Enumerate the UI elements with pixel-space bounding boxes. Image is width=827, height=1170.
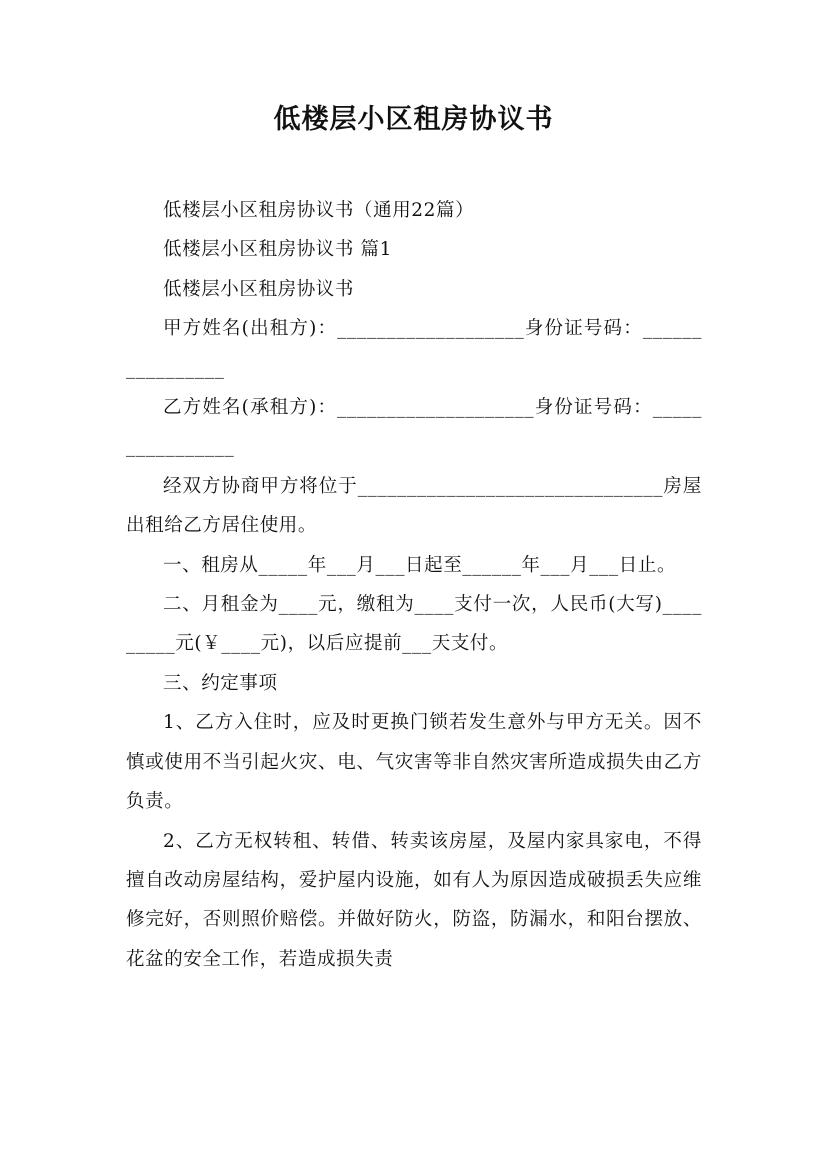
document-body bbox=[126, 191, 702, 979]
document-title: 低楼层小区租房协议书 bbox=[273, 104, 554, 135]
paragraph-party-a: 甲方姓名(出租方)：___________________身份证号码：________________ bbox=[126, 318, 702, 379]
paragraph-article-heading: 低楼层小区租房协议书 篇1 bbox=[163, 239, 392, 261]
paragraph-agreement-name: 低楼层小区租房协议书 bbox=[163, 278, 355, 300]
paragraph-lease-term: 一、租房从_____年___月___日起至______年___月___日止。 bbox=[163, 554, 677, 576]
paragraph-party-b: 乙方姓名(承租方)：____________________身份证号码：________________ bbox=[126, 397, 702, 458]
paragraph-term-1: 1、乙方入住时，应及时更换门锁若发生意外与甲方无关。因不慎或使用不当引起火灾、电、气灾害等非自然灾害所造成损失由乙方负责。 bbox=[126, 712, 702, 813]
paragraph-rent: 二、月租金为____元，缴租为____支付一次，人民币(大写)_________元(￥____元)，以后应提前___天支付。 bbox=[126, 594, 702, 655]
paragraph-collection-title: 低楼层小区租房协议书（通用22篇） bbox=[163, 200, 475, 221]
paragraph-terms-heading: 三、约定事项 bbox=[163, 672, 278, 694]
paragraph-property-location: 经双方协商甲方将位于_______________________________房屋出租给乙方居住使用。 bbox=[126, 475, 702, 537]
paragraph-term-2: 2、乙方无权转租、转借、转卖该房屋，及屋内家具家电，不得擅自改动房屋结构，爱护屋内设施，如有人为原因造成破损丢失应维修完好，否则照价赔偿。并做好防火，防盗，防漏水，和阳台摆放、花盆的安全工作，若造成损失责 bbox=[126, 830, 702, 970]
